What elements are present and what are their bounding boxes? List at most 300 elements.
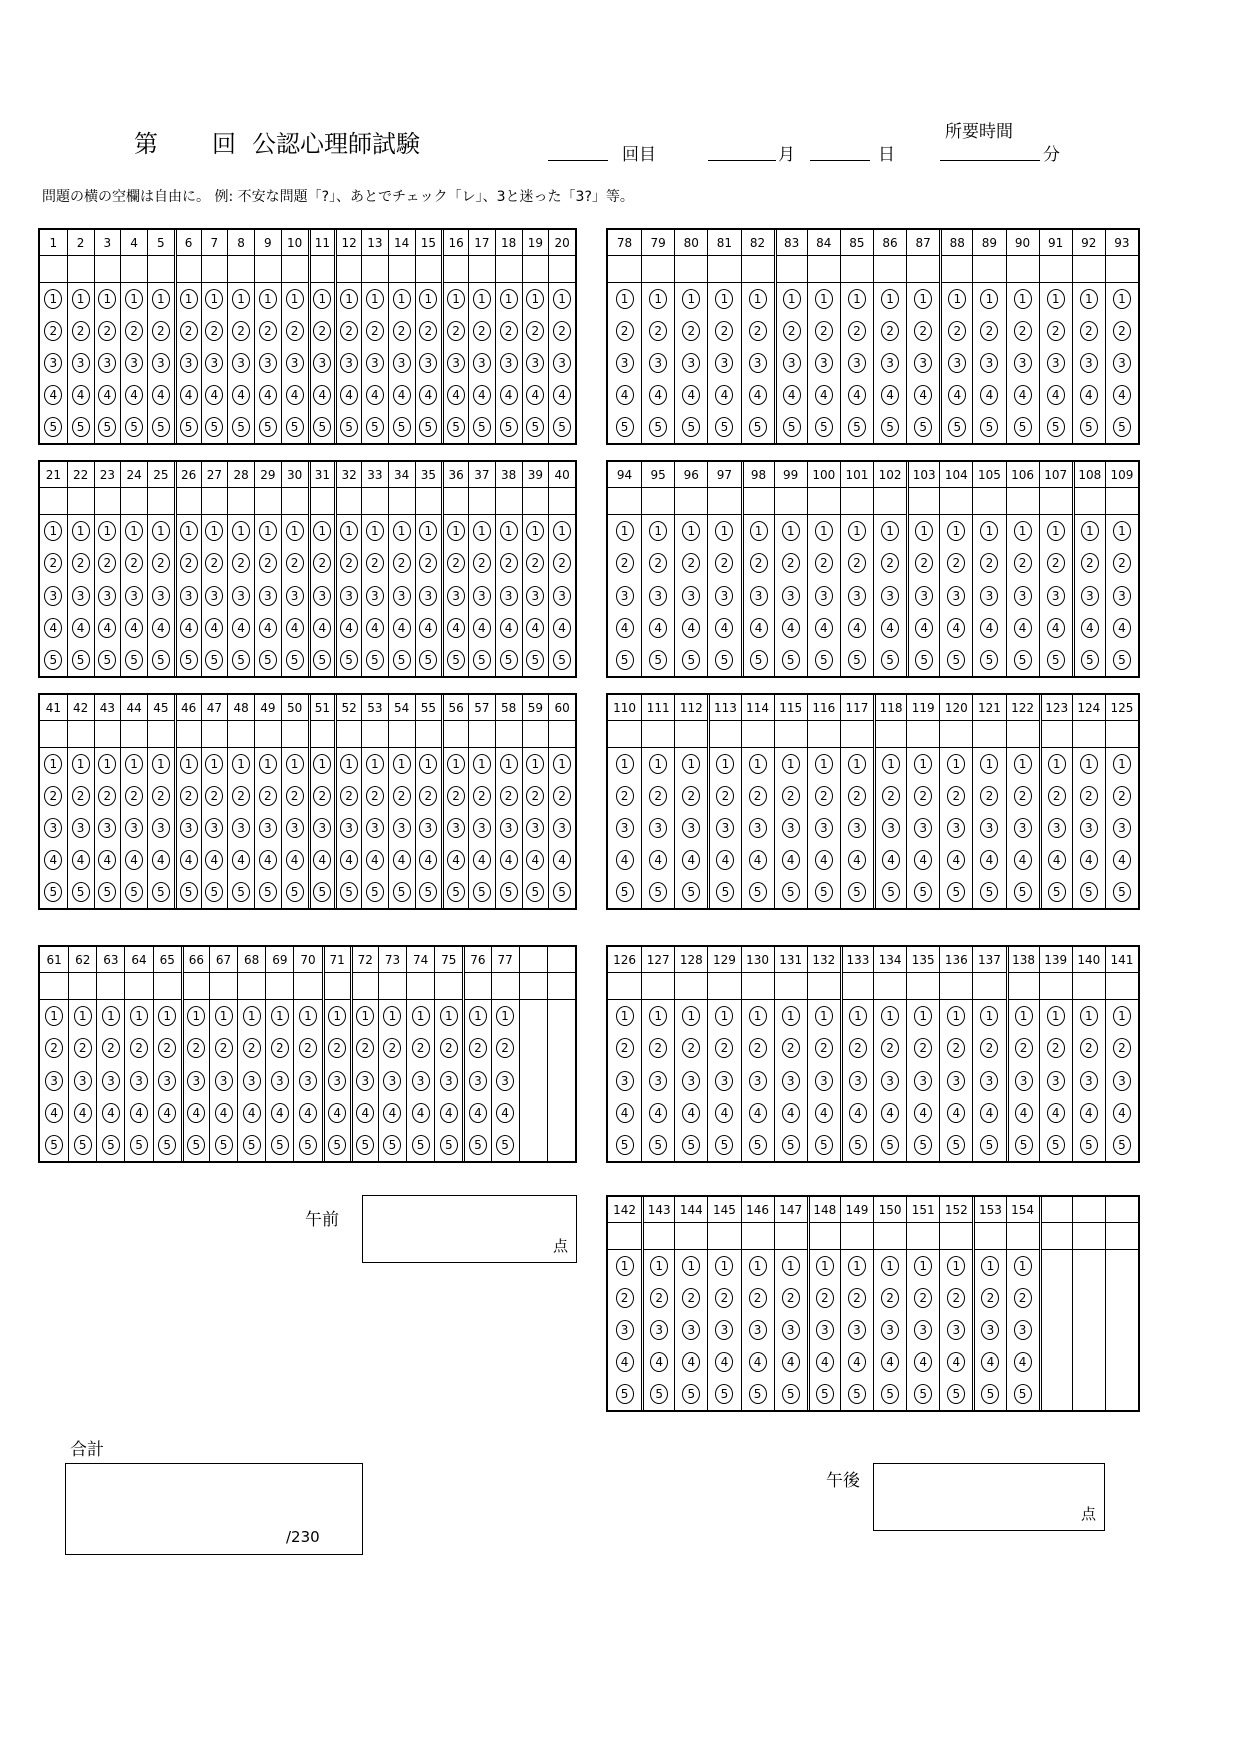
choice-bubble[interactable]: 5 <box>313 650 331 670</box>
choice-bubble[interactable]: 5 <box>286 650 304 670</box>
memo-cell[interactable] <box>642 721 674 748</box>
choice-bubble[interactable]: 2 <box>383 1038 401 1058</box>
choice-bubble[interactable]: 3 <box>259 353 277 373</box>
choice-bubble[interactable]: 5 <box>1081 650 1099 670</box>
choice-bubble[interactable]: 4 <box>947 1103 965 1123</box>
choice-bubble[interactable]: 2 <box>881 1038 899 1058</box>
choice-bubble[interactable]: 4 <box>180 850 198 870</box>
choice-bubble[interactable]: 5 <box>271 1135 289 1155</box>
choice-bubble[interactable]: 5 <box>1015 1135 1033 1155</box>
choice-bubble[interactable]: 5 <box>782 1384 800 1404</box>
memo-cell[interactable] <box>1007 256 1039 283</box>
memo-cell[interactable] <box>642 256 674 283</box>
choice-bubble[interactable]: 4 <box>447 385 465 405</box>
choice-bubble[interactable]: 2 <box>152 321 170 341</box>
memo-cell[interactable] <box>202 488 228 515</box>
choice-bubble[interactable]: 3 <box>749 1071 767 1091</box>
choice-bubble[interactable]: 2 <box>1014 786 1032 806</box>
choice-bubble[interactable]: 4 <box>98 385 116 405</box>
choice-bubble[interactable]: 5 <box>749 882 767 902</box>
choice-bubble[interactable]: 5 <box>473 882 491 902</box>
choice-bubble[interactable]: 5 <box>553 417 571 437</box>
choice-bubble[interactable]: 3 <box>616 1320 634 1340</box>
memo-cell[interactable] <box>841 488 873 515</box>
choice-bubble[interactable]: 4 <box>74 1103 92 1123</box>
choice-bubble[interactable]: 1 <box>102 1006 120 1026</box>
choice-bubble[interactable]: 5 <box>715 417 733 437</box>
choice-bubble[interactable]: 4 <box>981 1352 999 1372</box>
choice-bubble[interactable]: 5 <box>1014 1384 1032 1404</box>
choice-bubble[interactable]: 3 <box>152 353 170 373</box>
memo-cell[interactable] <box>1040 973 1072 1000</box>
choice-bubble[interactable]: 2 <box>205 321 223 341</box>
choice-bubble[interactable]: 2 <box>45 1038 63 1058</box>
memo-cell[interactable] <box>496 256 522 283</box>
memo-cell[interactable] <box>742 1223 774 1250</box>
choice-bubble[interactable]: 5 <box>125 417 143 437</box>
choice-bubble[interactable]: 2 <box>98 321 116 341</box>
choice-bubble[interactable]: 4 <box>526 850 544 870</box>
choice-bubble[interactable]: 1 <box>782 754 800 774</box>
choice-bubble[interactable]: 5 <box>649 417 667 437</box>
choice-bubble[interactable]: 3 <box>1047 586 1065 606</box>
choice-bubble[interactable]: 5 <box>981 1384 999 1404</box>
choice-bubble[interactable]: 5 <box>782 882 800 902</box>
choice-bubble[interactable]: 1 <box>526 754 544 774</box>
choice-bubble[interactable]: 2 <box>1113 786 1131 806</box>
choice-bubble[interactable]: 5 <box>749 417 767 437</box>
choice-bubble[interactable]: 2 <box>393 321 411 341</box>
memo-cell[interactable] <box>841 1223 873 1250</box>
choice-bubble[interactable]: 3 <box>44 586 62 606</box>
choice-bubble[interactable]: 3 <box>1014 586 1032 606</box>
choice-bubble[interactable]: 3 <box>286 818 304 838</box>
choice-bubble[interactable]: 1 <box>215 1006 233 1026</box>
choice-bubble[interactable]: 4 <box>232 850 250 870</box>
choice-bubble[interactable]: 5 <box>180 650 198 670</box>
choice-bubble[interactable]: 4 <box>716 850 734 870</box>
choice-bubble[interactable]: 2 <box>1047 553 1065 573</box>
choice-bubble[interactable]: 5 <box>682 1135 700 1155</box>
choice-bubble[interactable]: 2 <box>259 786 277 806</box>
choice-bubble[interactable]: 4 <box>419 618 437 638</box>
choice-bubble[interactable]: 2 <box>313 553 331 573</box>
choice-bubble[interactable]: 3 <box>848 1320 866 1340</box>
choice-bubble[interactable]: 2 <box>1081 553 1099 573</box>
choice-bubble[interactable]: 1 <box>947 1256 965 1276</box>
memo-cell[interactable] <box>874 256 906 283</box>
choice-bubble[interactable]: 3 <box>882 818 900 838</box>
choice-bubble[interactable]: 5 <box>915 650 933 670</box>
choice-bubble[interactable]: 1 <box>716 754 734 774</box>
choice-bubble[interactable]: 2 <box>180 786 198 806</box>
choice-bubble[interactable]: 4 <box>682 1103 700 1123</box>
choice-bubble[interactable]: 5 <box>1113 1135 1131 1155</box>
choice-bubble[interactable]: 4 <box>72 618 90 638</box>
choice-bubble[interactable]: 1 <box>616 521 634 541</box>
choice-bubble[interactable]: 3 <box>125 818 143 838</box>
memo-cell[interactable] <box>177 256 201 283</box>
choice-bubble[interactable]: 4 <box>881 385 899 405</box>
choice-bubble[interactable]: 4 <box>447 618 465 638</box>
choice-bubble[interactable]: 3 <box>44 818 62 838</box>
choice-bubble[interactable]: 2 <box>299 1038 317 1058</box>
choice-bubble[interactable]: 2 <box>286 786 304 806</box>
choice-bubble[interactable]: 4 <box>980 1103 998 1123</box>
choice-bubble[interactable]: 2 <box>649 1038 667 1058</box>
choice-bubble[interactable]: 1 <box>180 521 198 541</box>
choice-bubble[interactable]: 4 <box>815 850 833 870</box>
choice-bubble[interactable]: 2 <box>649 553 667 573</box>
memo-cell[interactable] <box>416 256 442 283</box>
choice-bubble[interactable]: 4 <box>383 1103 401 1123</box>
memo-cell[interactable] <box>973 256 1005 283</box>
choice-bubble[interactable]: 1 <box>848 521 866 541</box>
choice-bubble[interactable]: 4 <box>45 1103 63 1123</box>
choice-bubble[interactable]: 5 <box>649 882 667 902</box>
choice-bubble[interactable]: 5 <box>715 1135 733 1155</box>
choice-bubble[interactable]: 3 <box>1015 1071 1033 1091</box>
choice-bubble[interactable]: 3 <box>715 353 733 373</box>
choice-bubble[interactable]: 4 <box>500 618 518 638</box>
memo-cell[interactable] <box>1073 256 1105 283</box>
choice-bubble[interactable]: 3 <box>356 1071 374 1091</box>
choice-bubble[interactable]: 5 <box>947 882 965 902</box>
choice-bubble[interactable]: 4 <box>882 850 900 870</box>
choice-bubble[interactable]: 4 <box>749 1352 767 1372</box>
choice-bubble[interactable]: 2 <box>243 1038 261 1058</box>
choice-bubble[interactable]: 2 <box>125 553 143 573</box>
choice-bubble[interactable]: 2 <box>469 1038 487 1058</box>
choice-bubble[interactable]: 4 <box>447 850 465 870</box>
choice-bubble[interactable]: 3 <box>948 353 966 373</box>
choice-bubble[interactable]: 4 <box>299 1103 317 1123</box>
choice-bubble[interactable]: 5 <box>447 650 465 670</box>
choice-bubble[interactable]: 1 <box>313 754 331 774</box>
choice-bubble[interactable]: 5 <box>914 882 932 902</box>
choice-bubble[interactable]: 1 <box>815 754 833 774</box>
choice-bubble[interactable]: 3 <box>782 586 800 606</box>
choice-bubble[interactable]: 2 <box>782 553 800 573</box>
choice-bubble[interactable]: 3 <box>682 586 700 606</box>
choice-bubble[interactable]: 4 <box>44 850 62 870</box>
choice-bubble[interactable]: 5 <box>848 650 866 670</box>
choice-bubble[interactable]: 4 <box>419 385 437 405</box>
choice-bubble[interactable]: 1 <box>882 754 900 774</box>
choice-bubble[interactable]: 1 <box>980 1006 998 1026</box>
choice-bubble[interactable]: 1 <box>299 1006 317 1026</box>
choice-bubble[interactable]: 2 <box>881 321 899 341</box>
choice-bubble[interactable]: 2 <box>313 786 331 806</box>
choice-bubble[interactable]: 2 <box>980 1038 998 1058</box>
choice-bubble[interactable]: 2 <box>72 553 90 573</box>
choice-bubble[interactable]: 1 <box>366 289 384 309</box>
memo-cell[interactable] <box>907 973 939 1000</box>
choice-bubble[interactable]: 3 <box>715 1071 733 1091</box>
choice-bubble[interactable]: 5 <box>44 417 62 437</box>
choice-bubble[interactable]: 1 <box>650 1256 668 1276</box>
memo-cell[interactable] <box>469 488 495 515</box>
choice-bubble[interactable]: 3 <box>848 818 866 838</box>
choice-bubble[interactable]: 2 <box>286 553 304 573</box>
choice-bubble[interactable]: 2 <box>526 553 544 573</box>
choice-bubble[interactable]: 1 <box>44 754 62 774</box>
choice-bubble[interactable]: 5 <box>98 417 116 437</box>
choice-bubble[interactable]: 3 <box>205 586 223 606</box>
choice-bubble[interactable]: 4 <box>881 1352 899 1372</box>
memo-cell[interactable] <box>843 973 873 1000</box>
choice-bubble[interactable]: 4 <box>259 385 277 405</box>
choice-bubble[interactable]: 2 <box>815 1038 833 1058</box>
choice-bubble[interactable]: 1 <box>616 1006 634 1026</box>
choice-bubble[interactable]: 1 <box>496 1006 514 1026</box>
memo-cell[interactable] <box>808 256 840 283</box>
choice-bubble[interactable]: 3 <box>313 818 331 838</box>
choice-bubble[interactable]: 3 <box>473 353 491 373</box>
choice-bubble[interactable]: 3 <box>98 353 116 373</box>
choice-bubble[interactable]: 3 <box>849 1071 867 1091</box>
choice-bubble[interactable]: 3 <box>1047 353 1065 373</box>
memo-cell[interactable] <box>444 256 468 283</box>
choice-bubble[interactable]: 3 <box>74 1071 92 1091</box>
choice-bubble[interactable]: 2 <box>500 786 518 806</box>
choice-bubble[interactable]: 2 <box>715 553 733 573</box>
memo-cell[interactable] <box>362 488 388 515</box>
choice-bubble[interactable]: 5 <box>356 1135 374 1155</box>
memo-cell[interactable] <box>416 721 442 748</box>
choice-bubble[interactable]: 1 <box>1014 289 1032 309</box>
choice-bubble[interactable]: 1 <box>649 521 667 541</box>
choice-bubble[interactable]: 5 <box>447 417 465 437</box>
choice-bubble[interactable]: 4 <box>616 1352 634 1372</box>
choice-bubble[interactable]: 3 <box>526 353 544 373</box>
choice-bubble[interactable]: 2 <box>152 786 170 806</box>
choice-bubble[interactable]: 4 <box>44 618 62 638</box>
memo-cell[interactable] <box>940 488 972 515</box>
choice-bubble[interactable]: 2 <box>616 786 634 806</box>
choice-bubble[interactable]: 1 <box>616 1256 634 1276</box>
choice-bubble[interactable]: 1 <box>947 754 965 774</box>
memo-cell[interactable] <box>1075 488 1105 515</box>
choice-bubble[interactable]: 1 <box>243 1006 261 1026</box>
choice-bubble[interactable]: 4 <box>1047 1103 1065 1123</box>
choice-bubble[interactable]: 2 <box>447 553 465 573</box>
choice-bubble[interactable]: 2 <box>715 1288 733 1308</box>
memo-cell[interactable] <box>121 721 147 748</box>
choice-bubble[interactable]: 2 <box>682 1038 700 1058</box>
memo-cell[interactable] <box>973 488 1005 515</box>
choice-bubble[interactable]: 2 <box>1113 553 1131 573</box>
choice-bubble[interactable]: 3 <box>980 1071 998 1091</box>
choice-bubble[interactable]: 4 <box>259 850 277 870</box>
choice-bubble[interactable]: 3 <box>215 1071 233 1091</box>
memo-cell[interactable] <box>810 1223 840 1250</box>
choice-bubble[interactable]: 5 <box>496 1135 514 1155</box>
choice-bubble[interactable]: 5 <box>616 650 634 670</box>
choice-bubble[interactable]: 5 <box>500 650 518 670</box>
memo-cell[interactable] <box>210 973 237 1000</box>
choice-bubble[interactable]: 5 <box>980 1135 998 1155</box>
memo-cell[interactable] <box>492 973 519 1000</box>
choice-bubble[interactable]: 2 <box>1014 553 1032 573</box>
choice-bubble[interactable]: 2 <box>816 1288 834 1308</box>
memo-cell[interactable] <box>940 973 972 1000</box>
memo-cell[interactable] <box>95 256 121 283</box>
choice-bubble[interactable]: 2 <box>447 321 465 341</box>
memo-cell[interactable] <box>942 256 972 283</box>
choice-bubble[interactable]: 1 <box>271 1006 289 1026</box>
choice-bubble[interactable]: 3 <box>526 818 544 838</box>
choice-bubble[interactable]: 4 <box>948 385 966 405</box>
choice-bubble[interactable]: 3 <box>500 353 518 373</box>
choice-bubble[interactable]: 3 <box>1014 353 1032 373</box>
choice-bubble[interactable]: 5 <box>286 417 304 437</box>
choice-bubble[interactable]: 4 <box>215 1103 233 1123</box>
choice-bubble[interactable]: 5 <box>1113 417 1131 437</box>
choice-bubble[interactable]: 5 <box>553 650 571 670</box>
choice-bubble[interactable]: 1 <box>682 289 700 309</box>
choice-bubble[interactable]: 4 <box>980 850 998 870</box>
choice-bubble[interactable]: 1 <box>98 754 116 774</box>
choice-bubble[interactable]: 3 <box>947 586 965 606</box>
memo-cell[interactable] <box>255 721 281 748</box>
memo-cell[interactable] <box>708 973 740 1000</box>
choice-bubble[interactable]: 4 <box>526 385 544 405</box>
choice-bubble[interactable]: 1 <box>205 521 223 541</box>
choice-bubble[interactable]: 2 <box>682 786 700 806</box>
choice-bubble[interactable]: 3 <box>1014 1320 1032 1340</box>
choice-bubble[interactable]: 3 <box>553 586 571 606</box>
choice-bubble[interactable]: 4 <box>682 850 700 870</box>
choice-bubble[interactable]: 2 <box>914 1288 932 1308</box>
choice-bubble[interactable]: 5 <box>1047 650 1065 670</box>
choice-bubble[interactable]: 1 <box>447 521 465 541</box>
choice-bubble[interactable]: 4 <box>553 385 571 405</box>
choice-bubble[interactable]: 1 <box>500 521 518 541</box>
choice-bubble[interactable]: 5 <box>1014 650 1032 670</box>
choice-bubble[interactable]: 1 <box>1047 289 1065 309</box>
choice-bubble[interactable]: 4 <box>616 850 634 870</box>
choice-bubble[interactable]: 1 <box>815 521 833 541</box>
memo-cell[interactable] <box>675 1223 707 1250</box>
memo-cell[interactable] <box>775 488 807 515</box>
choice-bubble[interactable]: 4 <box>649 1103 667 1123</box>
choice-bubble[interactable]: 4 <box>205 850 223 870</box>
choice-bubble[interactable]: 2 <box>313 321 331 341</box>
choice-bubble[interactable]: 5 <box>393 417 411 437</box>
choice-bubble[interactable]: 5 <box>881 417 899 437</box>
choice-bubble[interactable]: 4 <box>553 618 571 638</box>
choice-bubble[interactable]: 3 <box>682 818 700 838</box>
choice-bubble[interactable]: 1 <box>340 289 358 309</box>
choice-bubble[interactable]: 3 <box>313 353 331 373</box>
choice-bubble[interactable]: 5 <box>152 650 170 670</box>
choice-bubble[interactable]: 4 <box>649 850 667 870</box>
choice-bubble[interactable]: 3 <box>616 586 634 606</box>
choice-bubble[interactable]: 2 <box>473 553 491 573</box>
choice-bubble[interactable]: 3 <box>616 818 634 838</box>
choice-bubble[interactable]: 4 <box>1014 850 1032 870</box>
memo-cell[interactable] <box>121 256 147 283</box>
choice-bubble[interactable]: 4 <box>125 850 143 870</box>
choice-bubble[interactable]: 5 <box>816 1384 834 1404</box>
choice-bubble[interactable]: 1 <box>816 1256 834 1276</box>
choice-bubble[interactable]: 1 <box>180 754 198 774</box>
choice-bubble[interactable]: 1 <box>553 754 571 774</box>
choice-bubble[interactable]: 5 <box>749 1135 767 1155</box>
memo-cell[interactable] <box>68 721 94 748</box>
choice-bubble[interactable]: 3 <box>205 818 223 838</box>
choice-bubble[interactable]: 5 <box>716 882 734 902</box>
choice-bubble[interactable]: 3 <box>412 1071 430 1091</box>
memo-cell[interactable] <box>282 256 308 283</box>
choice-bubble[interactable]: 3 <box>232 818 250 838</box>
choice-bubble[interactable]: 4 <box>393 618 411 638</box>
choice-bubble[interactable]: 4 <box>1014 618 1032 638</box>
choice-bubble[interactable]: 4 <box>715 618 733 638</box>
choice-bubble[interactable]: 1 <box>1113 1006 1131 1026</box>
choice-bubble[interactable]: 2 <box>328 1038 346 1058</box>
choice-bubble[interactable]: 4 <box>473 385 491 405</box>
choice-bubble[interactable]: 5 <box>44 882 62 902</box>
choice-bubble[interactable]: 4 <box>782 850 800 870</box>
choice-bubble[interactable]: 5 <box>1014 882 1032 902</box>
memo-cell[interactable] <box>389 721 415 748</box>
choice-bubble[interactable]: 1 <box>881 1006 899 1026</box>
choice-bubble[interactable]: 2 <box>340 786 358 806</box>
memo-cell[interactable] <box>311 256 335 283</box>
choice-bubble[interactable]: 5 <box>815 417 833 437</box>
choice-bubble[interactable]: 4 <box>125 618 143 638</box>
choice-bubble[interactable]: 3 <box>340 353 358 373</box>
choice-bubble[interactable]: 3 <box>881 353 899 373</box>
choice-bubble[interactable]: 1 <box>1048 754 1066 774</box>
memo-cell[interactable] <box>775 1223 807 1250</box>
choice-bubble[interactable]: 4 <box>412 1103 430 1123</box>
choice-bubble[interactable]: 5 <box>848 882 866 902</box>
choice-bubble[interactable]: 3 <box>72 353 90 373</box>
memo-cell[interactable] <box>675 488 707 515</box>
choice-bubble[interactable]: 2 <box>815 553 833 573</box>
choice-bubble[interactable]: 5 <box>366 417 384 437</box>
choice-bubble[interactable]: 2 <box>500 321 518 341</box>
choice-bubble[interactable]: 4 <box>1048 850 1066 870</box>
choice-bubble[interactable]: 3 <box>815 353 833 373</box>
memo-cell[interactable] <box>841 721 873 748</box>
choice-bubble[interactable]: 2 <box>682 553 700 573</box>
choice-bubble[interactable]: 5 <box>947 1384 965 1404</box>
choice-bubble[interactable]: 3 <box>947 818 965 838</box>
memo-cell[interactable] <box>907 256 939 283</box>
choice-bubble[interactable]: 2 <box>187 1038 205 1058</box>
choice-bubble[interactable]: 3 <box>44 353 62 373</box>
choice-bubble[interactable]: 3 <box>259 818 277 838</box>
choice-bubble[interactable]: 4 <box>749 850 767 870</box>
choice-bubble[interactable]: 2 <box>650 1288 668 1308</box>
choice-bubble[interactable]: 3 <box>649 818 667 838</box>
choice-bubble[interactable]: 2 <box>152 553 170 573</box>
memo-cell[interactable] <box>744 488 774 515</box>
memo-cell[interactable] <box>154 973 181 1000</box>
choice-bubble[interactable]: 5 <box>881 1135 899 1155</box>
choice-bubble[interactable]: 2 <box>782 786 800 806</box>
memo-cell[interactable] <box>496 488 522 515</box>
choice-bubble[interactable]: 4 <box>366 385 384 405</box>
choice-bubble[interactable]: 5 <box>881 650 899 670</box>
choice-bubble[interactable]: 2 <box>98 553 116 573</box>
am-score-box[interactable] <box>362 1195 577 1263</box>
choice-bubble[interactable]: 1 <box>981 1256 999 1276</box>
